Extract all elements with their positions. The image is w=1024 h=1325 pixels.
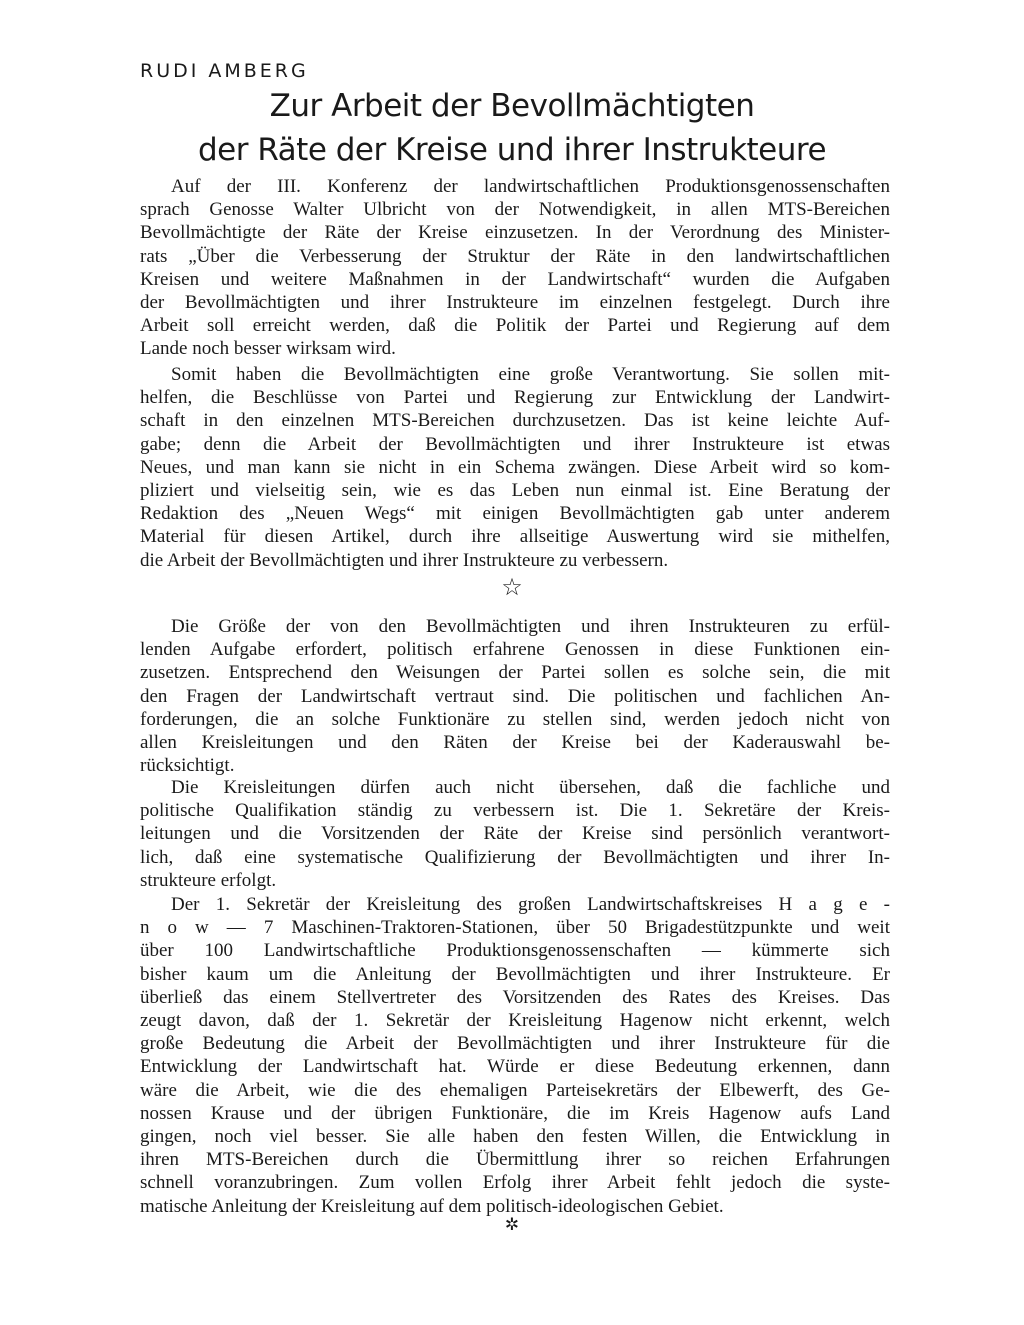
text-line: der Bevollmächtigten und ihrer Instrukteure im einzelnen festgelegt. Durch ihre: [140, 292, 890, 314]
text-line: gingen, noch viel besser. Sie alle haben den festen Willen, die Entwicklung in: [140, 1126, 890, 1148]
text-line: lich, daß eine systematische Qualifizierung der Bevollmächtigten und ihrer In-: [140, 846, 890, 868]
text-line: große Bedeutung die Arbeit der Bevollmächtigten und ihrer Instrukteure für die: [140, 1033, 890, 1055]
text-line: Arbeit soll erreicht werden, daß die Politik der Partei und Regierung auf dem: [140, 315, 890, 337]
asterisk-divider-icon: ✲: [504, 1215, 520, 1235]
text-line: zeugt davon, daß der 1. Sekretär der Kreisleitung Hagenow nicht erkennt, welch: [140, 1010, 890, 1032]
text-line: pliziert und vielseitig sein, wie es das Leben nun einmal ist. Eine Beratung der: [140, 480, 890, 502]
text-line: rücksichtigt.: [140, 755, 235, 777]
title-line-2: der Räte der Kreise und ihrer Instrukteure: [197, 132, 827, 168]
text-line: lenden Aufgabe erfordert, politisch erfahrene Genossen in diese Funktionen ein-: [140, 639, 890, 661]
paragraph-5: [140, 893, 890, 1218]
text-line: Somit haben die Bevollmächtigten eine große Verantwortung. Sie sollen mit-: [171, 364, 890, 385]
text-line: Die Größe der von den Bevollmächtigten und ihren Instrukteuren zu erfül-: [171, 616, 890, 637]
text-line: bisher kaum um die Anleitung der Bevollmächtigten und ihrer Instrukteure. Er: [140, 963, 890, 985]
text-line: nossen Krause und der übrigen Funktionäre, die im Kreis Hagenow aufs Land: [140, 1102, 890, 1124]
text-line: ihren MTS-Bereichen durch die Übermittlung ihrer so reichen Erfahrungen: [140, 1149, 890, 1171]
text-line: die Arbeit der Bevollmächtigten und ihrer Instrukteure zu verbessern.: [140, 549, 669, 571]
text-line: helfen, die Beschlüsse von Partei und Regierung zur Entwicklung der Landwirt-: [140, 387, 890, 409]
text-line: strukteure erfolgt.: [140, 869, 277, 891]
paragraph-1: [140, 175, 890, 361]
article-title: [0, 84, 1024, 172]
text-line: politische Qualifikation ständig zu verbessern ist. Die 1. Sekretäre der Kreis-: [140, 800, 890, 822]
text-line: forderungen, die an solche Funktionäre zu stellen sind, werden jedoch nicht von: [140, 708, 890, 730]
text-line: Lande noch besser wirksam wird.: [140, 338, 396, 360]
text-line: leitungen und die Vorsitzenden der Räte der Kreise sind persönlich verantwort-: [140, 823, 890, 845]
text-line: matische Anleitung der Kreisleitung auf dem politisch-ideologischen Gebiet.: [140, 1195, 724, 1217]
text-line: Material für diesen Artikel, durch ihre allseitige Auswertung wird sie mithelfen,: [140, 526, 890, 548]
text-line: allen Kreisleitungen und den Räten der Kreise bei der Kaderauswahl be-: [140, 732, 890, 754]
text-line: n o w — 7 Maschinen-Traktoren-Stationen, über 50 Brigadestützpunkte und weit: [140, 917, 890, 939]
text-line: sprach Genosse Walter Ulbricht von der Notwendigkeit, in allen MTS-Bereichen: [140, 199, 890, 221]
text-line: Neues, und man kann sie nicht in ein Schema zwängen. Diese Arbeit wird so kom-: [140, 456, 890, 478]
text-line: Redaktion des „Neuen Wegs“ mit einigen Bevollmächtigten gab unter anderem: [140, 503, 890, 525]
title-line-1: Zur Arbeit der Bevollmächtigten: [269, 88, 755, 124]
text-line: Bevollmächtigte der Räte der Kreise einzusetzen. In der Verordnung des Minister-: [140, 222, 890, 244]
text-line: wäre die Arbeit, wie die des ehemaligen Parteisekretärs der Elbewerft, des Ge-: [140, 1079, 890, 1101]
text-line: Die Kreisleitungen dürfen auch nicht übersehen, daß die fachliche und: [171, 777, 890, 798]
paragraph-3: [140, 615, 890, 777]
author-name: RUDI AMBERG: [140, 60, 309, 82]
text-line: gabe; denn die Arbeit der Bevollmächtigten und ihrer Instrukteure ist etwas: [140, 433, 890, 455]
star-divider-icon: ☆: [501, 573, 523, 601]
text-line: schaft in den einzelnen MTS-Bereichen durchzusetzen. Das ist keine leichte Auf-: [140, 410, 890, 432]
text-line: den Fragen der Landwirtschaft vertraut sind. Die politischen und fachlichen An-: [140, 685, 890, 707]
text-line: Kreisen und weitere Maßnahmen in der Landwirtschaft“ wurden die Aufgaben: [140, 268, 890, 290]
paragraph-2: [140, 363, 890, 572]
text-line: Entwicklung der Landwirtschaft hat. Würde er diese Bedeutung erkennen, dann: [140, 1056, 890, 1078]
text-line: überließ das einem Stellvertreter des Vorsitzenden des Rates des Kreises. Das: [140, 986, 890, 1008]
text-line: rats „Über die Verbesserung der Struktur der Räte in den landwirtschaftlichen: [140, 245, 890, 267]
text-line: schnell voranzubringen. Zum vollen Erfolg ihrer Arbeit fehlt jedoch die syste-: [140, 1172, 890, 1194]
text-line: Der 1. Sekretär der Kreisleitung des großen Landwirtschaftskreises H a g e -: [171, 894, 890, 915]
text-line: Auf der III. Konferenz der landwirtschaftlichen Produktionsgenossenschaften: [171, 176, 890, 197]
text-line: zusetzen. Entsprechend den Weisungen der Partei sollen es solche sein, die mit: [140, 662, 890, 684]
text-line: über 100 Landwirtschaftliche Produktionsgenossenschaften — kümmerte sich: [140, 940, 890, 962]
paragraph-4: [140, 776, 890, 892]
